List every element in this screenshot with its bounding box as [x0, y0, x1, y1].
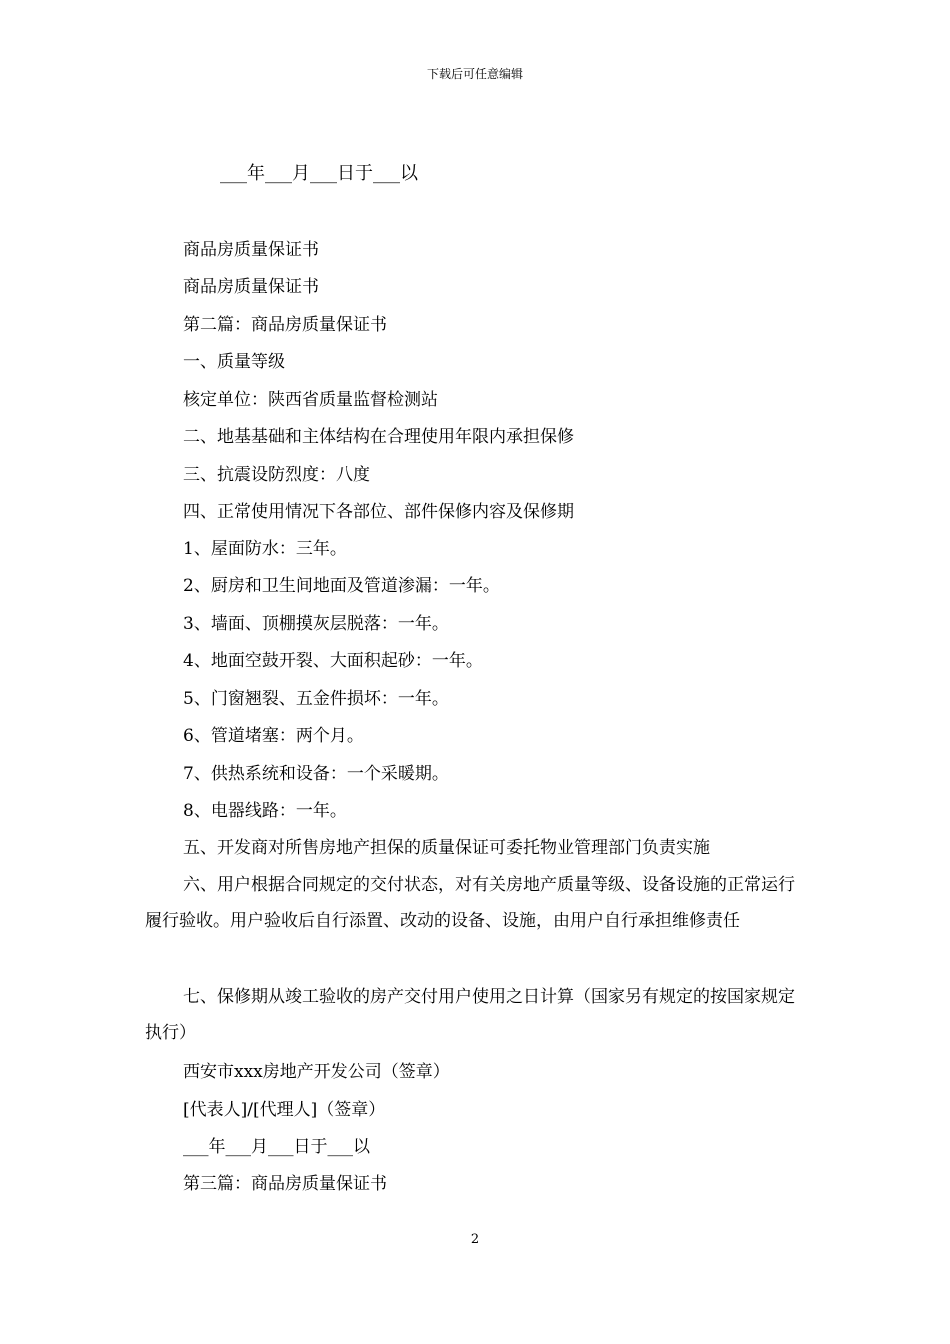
list-item: 3、墙面、顶棚摸灰层脱落：一年。 [183, 614, 449, 634]
representative-signature-line: [代表人]/[代理人]（签章） [183, 1100, 386, 1120]
page-header: 下载后可任意编辑 [426, 67, 523, 81]
company-signature-line: 西安市xxx房地产开发公司（签章） [183, 1062, 450, 1082]
text-line: 商品房质量保证书 [183, 240, 319, 260]
text-line: 商品房质量保证书 [183, 277, 319, 297]
text-line: 核定单位：陕西省质量监督检测站 [183, 390, 438, 410]
text-line: 二、地基基础和主体结构在合理使用年限内承担保修 [183, 427, 574, 447]
paragraph [145, 867, 810, 939]
text-line: 一、质量等级 [183, 352, 285, 372]
page-number: 2 [470, 1232, 480, 1247]
section-heading-2: 第二篇：商品房质量保证书 [183, 315, 387, 335]
date-line-top: ___年___月___日于___以 [220, 163, 418, 184]
text-line: 三、抗震设防烈度：八度 [183, 465, 370, 485]
list-item: 7、供热系统和设备：一个采暖期。 [183, 764, 449, 784]
date-line-bottom: ___年___月___日于___以 [183, 1137, 370, 1157]
list-item: 6、管道堵塞：两个月。 [183, 726, 364, 746]
section-heading-3: 第三篇：商品房质量保证书 [183, 1174, 387, 1194]
paragraph-text: 六、用户根据合同规定的交付状态，对有关房地产质量等级、设备设施的正常运行履行验收。用户验收后自行添置、改动的设备、设施，由用户自行承担维修责任 [145, 875, 795, 931]
list-item: 2、厨房和卫生间地面及管道渗漏：一年。 [183, 576, 500, 596]
paragraph-text: 七、保修期从竣工验收的房产交付用户使用之日计算（国家另有规定的按国家规定执行） [145, 987, 795, 1043]
text-line: 五、开发商对所售房地产担保的质量保证可委托物业管理部门负责实施 [183, 838, 710, 858]
list-item: 1、屋面防水：三年。 [183, 539, 347, 559]
list-item: 8、电器线路：一年。 [183, 801, 347, 821]
list-item: 5、门窗翘裂、五金件损坏：一年。 [183, 689, 449, 709]
paragraph [145, 979, 810, 1051]
list-item: 4、地面空鼓开裂、大面积起砂：一年。 [183, 651, 483, 671]
text-line: 四、正常使用情况下各部位、部件保修内容及保修期 [183, 502, 574, 522]
